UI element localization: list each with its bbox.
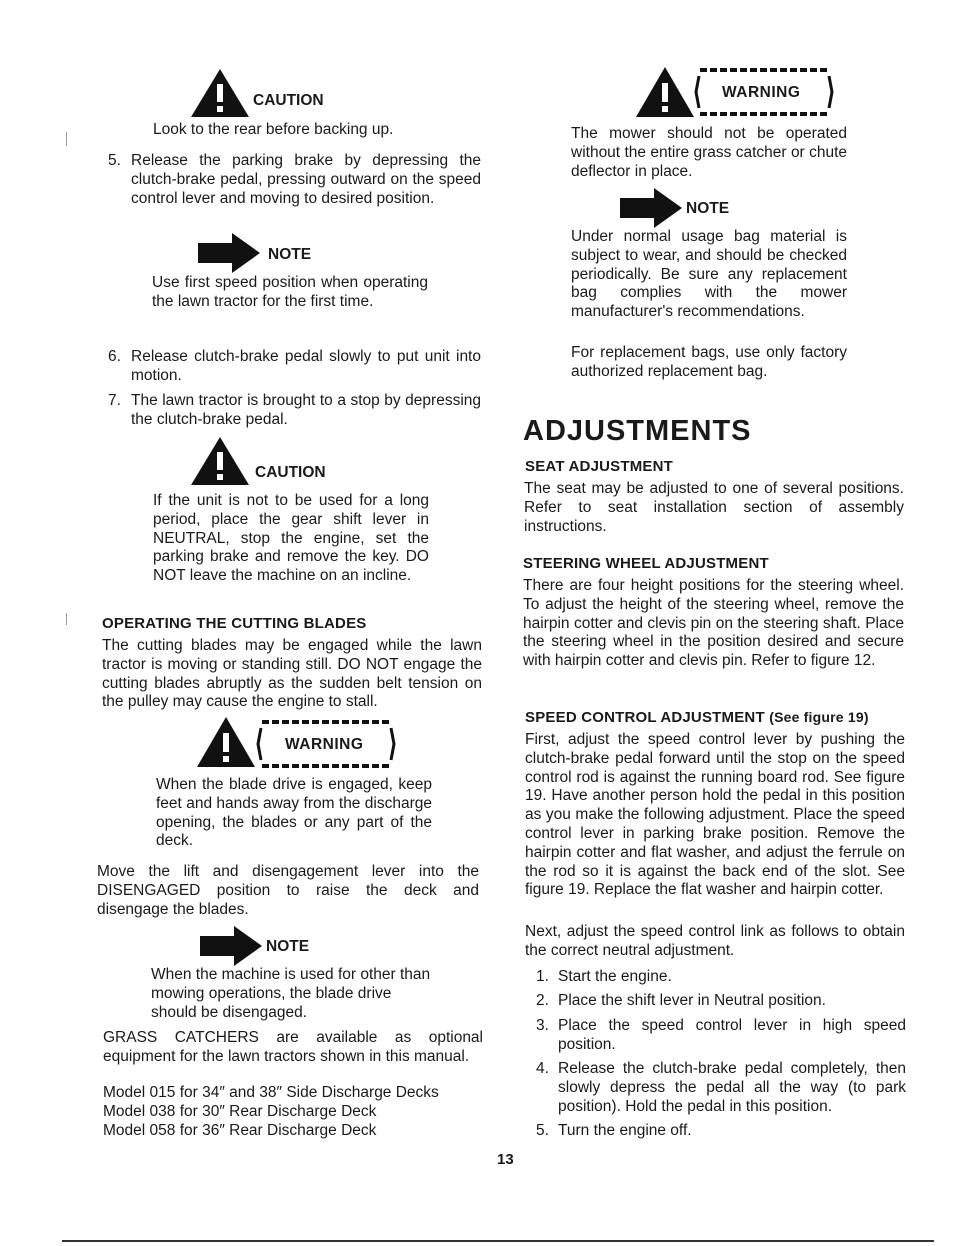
caution-triangle-icon: [190, 436, 250, 486]
caution-label: CAUTION: [253, 92, 324, 109]
section-text: There are four height positions for the steering wheel. To adjust the height of the steering wheel, remove the hairpin cotter and clevis pin on the steering shaft. Place the steering wheel in the position desired and secure with hairpin cotter and clevis pin. Refer to figure 12.: [523, 577, 904, 670]
note-text: When the machine is used for other than mowing operations, the blade drive should be disengaged.: [151, 966, 431, 1021]
section-heading: [525, 709, 869, 726]
page-title: ADJUSTMENTS: [523, 415, 752, 447]
bottom-rule: [62, 1240, 934, 1242]
caution-triangle-icon: [190, 68, 250, 118]
model-line: Model 015 for 34″ and 38″ Side Discharge Decks: [103, 1084, 439, 1101]
margin-mark: [66, 132, 67, 146]
section-heading: OPERATING THE CUTTING BLADES: [102, 615, 367, 632]
note-label: NOTE: [686, 200, 730, 217]
section-text: Next, adjust the speed control link as follows to obtain the correct neutral adjustment.: [525, 923, 905, 959]
list-item-text: Turn the engine off.: [558, 1122, 692, 1139]
list-item-text: Place the shift lever in Neutral position.: [558, 992, 826, 1009]
list-item-text: Place the speed control lever in high speed position.: [558, 1017, 906, 1053]
model-line: Model 038 for 30″ Rear Discharge Deck: [103, 1103, 377, 1120]
note-label: NOTE: [268, 246, 312, 263]
list-number: 1.: [536, 968, 549, 985]
list-item-text: The lawn tractor is brought to a stop by depressing the clutch-brake pedal.: [131, 392, 481, 428]
list-number: 5.: [536, 1122, 549, 1139]
body-text: GRASS CATCHERS are available as optional equipment for the lawn tractors shown in this manual.: [103, 1029, 483, 1065]
list-item-text: Release the parking brake by depressing the clutch-brake pedal, pressing outward on the speed control lever and moving to desired position.: [131, 152, 481, 207]
list-number: 3.: [536, 1017, 549, 1034]
list-item-text: Start the engine.: [558, 968, 672, 985]
warning-triangle-icon: [635, 66, 695, 118]
model-line: Model 058 for 36″ Rear Discharge Deck: [103, 1122, 377, 1139]
note-arrow-icon: [200, 926, 262, 966]
note-arrow-icon: [620, 188, 682, 228]
list-number: 4.: [536, 1060, 549, 1077]
note-label: NOTE: [266, 938, 310, 955]
body-text: Move the lift and disengagement lever into the DISENGAGED position to raise the deck and disengage the blades.: [97, 863, 479, 918]
section-text: The seat may be adjusted to one of several positions. Refer to seat installation section of assembly instructions.: [524, 480, 904, 535]
list-number: 6.: [108, 348, 121, 365]
caution-text: Look to the rear before backing up.: [153, 121, 394, 138]
warning-label: WARNING: [285, 736, 364, 753]
list-number: 2.: [536, 992, 549, 1009]
margin-mark: [66, 613, 67, 625]
note-text: Use first speed position when operating the lawn tractor for the first time.: [152, 274, 428, 310]
section-heading: STEERING WHEEL ADJUSTMENT: [523, 555, 769, 572]
caution-label: CAUTION: [255, 464, 326, 481]
warning-text: When the blade drive is engaged, keep feet and hands away from the discharge opening, the blades or any part of the deck.: [156, 776, 432, 850]
list-item-text: Release clutch-brake pedal slowly to put unit into motion.: [131, 348, 481, 384]
section-heading: SEAT ADJUSTMENT: [525, 458, 674, 475]
section-heading-text: SPEED CONTROL ADJUSTMENT: [525, 709, 765, 726]
section-text: First, adjust the speed control lever by pushing the clutch-brake pedal forward until the stop on the speed control rod is against the running board rod. See figure 19. Have another person hold the pedal in this position as you make the following adjustment. Place the speed control lever in parking brake position. Remove the hairpin cotter and flat washer, and adjust the ferrule on the rod so it is against the back end of the slot. See figure 19. Replace the flat washer and hairpin cotter.: [525, 731, 905, 899]
warning-text: The mower should not be operated without the entire grass catcher or chute deflector in place.: [571, 125, 847, 180]
warning-label: WARNING: [722, 84, 801, 101]
page-number: 13: [497, 1151, 514, 1168]
note-text: Under normal usage bag material is subject to wear, and should be checked periodically. Be sure any replacement bag complies with the mower manufacturer's recommendations.: [571, 228, 847, 321]
note-text: For replacement bags, use only factory authorized replacement bag.: [571, 344, 847, 380]
note-arrow-icon: [198, 233, 260, 273]
warning-triangle-icon: [196, 716, 256, 768]
section-heading-note: (See figure 19): [769, 709, 869, 725]
caution-text: If the unit is not to be used for a long period, place the gear shift lever in NEUTRAL, stop the engine, set the parking brake and remove the key. DO NOT leave the machine on an incline.: [153, 492, 429, 585]
list-number: 5.: [108, 152, 121, 169]
section-text: The cutting blades may be engaged while the lawn tractor is moving or standing still. DO NOT engage the cutting blades abruptly as the sudden belt tension on the pulley may cause the engine to stall.: [102, 637, 482, 711]
list-item-text: Release the clutch-brake pedal completely, then slowly depress the pedal all the way (to park position). Hold the pedal in this position.: [558, 1060, 906, 1115]
list-number: 7.: [108, 392, 121, 409]
